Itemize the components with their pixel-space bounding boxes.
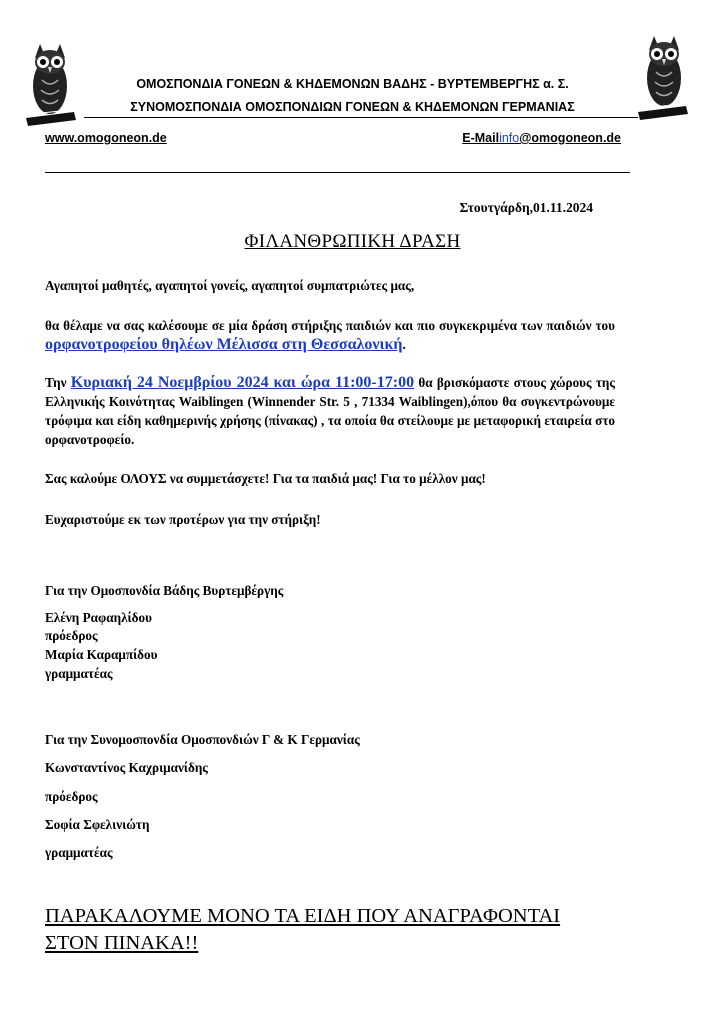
- signer-role: γραμματέας: [45, 845, 113, 860]
- event-prefix: Την: [45, 375, 71, 390]
- intro-end: .: [402, 337, 406, 352]
- signer-name: Ελένη Ραφαηλίδου: [45, 610, 152, 625]
- letter-title: ΦΙΛΑΝΘΡΩΠΙΚΗ ΔΡΑΣΗ: [244, 231, 461, 252]
- header-divider: [84, 117, 638, 118]
- signature-heading-2: Για την Συνομοσπονδία Ομοσπονδιών Γ & Κ Γερμανίας: [45, 732, 360, 747]
- greeting: Αγαπητοί μαθητές, αγαπητοί γονείς, αγαπητοί συμπατριώτες μας,: [45, 278, 415, 293]
- event-details: θα βρισκόμαστε στους χώρους της Ελληνικής Κοινότητας Waiblingen (Winnender Str. 5 , 71334 Waiblingen),όπου θα συγκεντρώνουμε τρόφιμα και είδη καθημερινής χρήσης (πίνακας) , τα οποία θα στείλουμε με μεταφορική εταιρεία στο ορφανοτροφείο.: [45, 375, 615, 447]
- signer-role: πρόεδρος: [45, 789, 98, 804]
- event-paragraph: [45, 373, 615, 449]
- org-line-1: ΟΜΟΣΠΟΝΔΙΑ ΓΟΝΕΩΝ & ΚΗΔΕΜΟΝΩΝ ΒΑΔΗΣ - ΒΥΡΤΕΜΒΕΡΓΗΣ α. Σ.: [136, 77, 569, 91]
- email-prefix: E-Mail: [462, 131, 500, 145]
- signer-name: Σοφία Σφελινιώτη: [45, 817, 150, 832]
- email-address[interactable]: [462, 131, 621, 145]
- thanks-line: Ευχαριστούμε εκ των προτέρων για την στήριξη!: [45, 512, 321, 527]
- org-line-2: ΣΥΝΟΜΟΣΠΟΝΔΙΑ ΟΜΟΣΠΟΝΔΙΩΝ ΓΟΝΕΩΝ & ΚΗΔΕΜΟΝΩΝ ΓΕΡΜΑΝΙΑΣ: [130, 100, 575, 114]
- orphanage-highlight: ορφανοτροφείου θηλέων Μέλισσα στη Θεσσαλονική: [45, 336, 403, 353]
- signer-role: πρόεδρος: [45, 628, 98, 643]
- signature-heading-1: Για την Ομοσπονδία Βάδης Βυρτεμβέργης: [45, 583, 284, 598]
- website-link[interactable]: www.omogoneon.de: [45, 131, 167, 145]
- signer-name: Μαρία Καραμπίδου: [45, 647, 158, 662]
- invite-line: Σας καλούμε ΟΛΟΥΣ να συμμετάσχετε! Για τα παιδιά μας! Για το μέλλον μας!: [45, 471, 486, 486]
- letter-date: Στουτγάρδη,01.11.2024: [459, 200, 593, 215]
- intro-paragraph: [45, 316, 615, 354]
- items-notice: [45, 903, 645, 957]
- contact-divider: [45, 172, 630, 173]
- intro-text: θα θέλαμε να σας καλέσουμε σε μία δράση στήριξης παιδιών και πιο συγκεκριμένα των παιδιών του: [45, 318, 615, 333]
- email-suffix: @omogoneon.de: [519, 131, 621, 145]
- signer-role: γραμματέας: [45, 666, 113, 681]
- signer-name: Κωνσταντίνος Καχριμανίδης: [45, 760, 208, 775]
- email-link[interactable]: info: [499, 131, 520, 145]
- notice-line-2: ΣΤΟΝ ΠΙΝΑΚΑ!!: [45, 932, 199, 954]
- notice-line-1: ΠΑΡΑΚΑΛΟΥΜΕ ΜΟΝΟ ΤΑ ΕΙΔΗ ΠΟΥ ΑΝΑΓΡΑΦΟΝΤΑΙ: [45, 905, 561, 927]
- event-date-highlight: Κυριακή 24 Νοεμβρίου 2024 και ώρα 11:00-17:00: [70, 374, 415, 391]
